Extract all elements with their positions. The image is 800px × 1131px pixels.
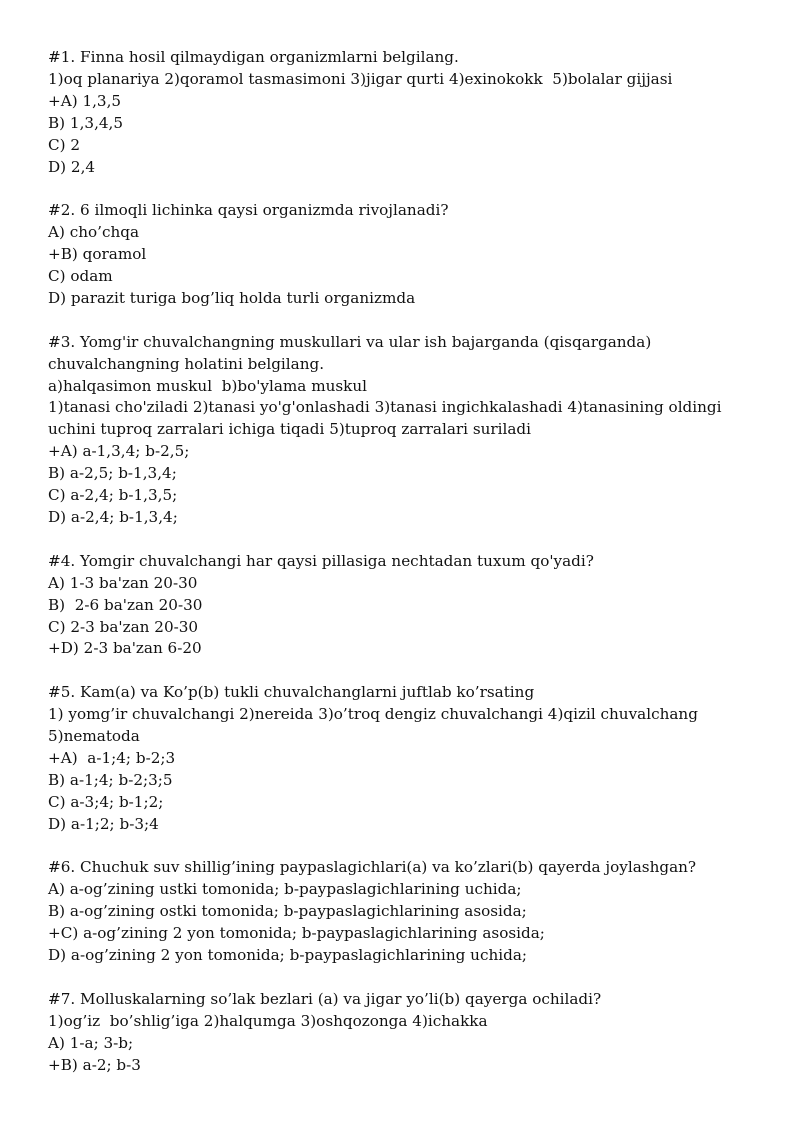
answer-d: D) 2,4 [48, 157, 96, 176]
answer-b: +B) qoramol [48, 245, 147, 264]
question-7 [48, 989, 778, 1077]
answer-a: A) 1-3 ba'zan 20-30 [48, 573, 198, 592]
question-options-list: 1)og’iz bo’shlig’iga 2)halqumga 3)oshqozonga 4)ichakka [48, 1011, 488, 1030]
answer-b: B) a-2,5; b-1,3,4; [48, 464, 177, 483]
answer-d: D) a-2,4; b-1,3,4; [48, 508, 178, 526]
question-options-list: a)halqasimon muskul b)bo'ylama muskul [48, 376, 368, 395]
answer-b: B) a-og’zining ostki tomonida; b-paypaslagichlarining asosida; [48, 902, 527, 921]
answer-c: C) a-2,4; b-1,3,5; [48, 486, 178, 505]
question-text: #6. Chuchuk suv shillig’ining paypaslagichlari(a) va ko’zlari(b) qayerda joylashgan? [48, 858, 697, 877]
answer-a: A) a-og’zining ustki tomonida; b-paypaslagichlarining uchida; [48, 880, 522, 899]
answer-c: C) 2-3 ba'zan 20-30 [48, 617, 199, 636]
question-text: #1. Finna hosil qilmaydigan organizmlarni belgilang. [48, 48, 459, 66]
question-options-list: 1) yomg’ir chuvalchangi 2)nereida 3)o’troq dengiz chuvalchangi 4)qizil chuvalchang [48, 705, 698, 724]
question-text: #3. Yomg'ir chuvalchangning muskullari va ular ish bajarganda (qisqarganda) [48, 332, 652, 351]
document-page [48, 47, 778, 1098]
question-text: #2. 6 ilmoqli lichinka qaysi organizmda rivojlanadi? [48, 201, 449, 220]
answer-b: B) 2-6 ba'zan 20-30 [48, 595, 203, 614]
question-options-list: 1)tanasi cho'ziladi 2)tanasi yo'g'onlashadi 3)tanasi ingichkalashadi 4)tanasining oldingi [48, 398, 722, 417]
answer-d: +D) 2-3 ba'zan 6-20 [48, 639, 202, 658]
answer-b: B) a-1;4; b-2;3;5 [48, 770, 173, 789]
answer-a: A) 1-a; 3-b; [48, 1033, 134, 1052]
question-6 [48, 857, 778, 967]
answer-c: +C) a-og’zining 2 yon tomonida; b-paypaslagichlarining asosida; [48, 924, 545, 943]
answer-a: +A) a-1;4; b-2;3 [48, 748, 176, 767]
question-1 [48, 47, 778, 178]
answer-d: D) a-og’zining 2 yon tomonida; b-paypaslagichlarining uchida; [48, 946, 527, 965]
answer-c: C) a-3;4; b-1;2; [48, 792, 164, 811]
answer-d: D) a-1;2; b-3;4 [48, 814, 159, 833]
question-3 [48, 332, 778, 529]
question-text: #5. Kam(a) va Ko’p(b) tukli chuvalchanglarni juftlab ko’rsating [48, 683, 535, 702]
answer-a: +A) a-1,3,4; b-2,5; [48, 442, 190, 461]
question-options-list: 1)oq planariya 2)qoramol tasmasimoni 3)jigar qurti 4)exinokokk 5)bolalar gijjasi [48, 69, 673, 88]
question-text-continued: chuvalchangning holatini belgilang. [48, 354, 325, 373]
question-2 [48, 200, 778, 310]
answer-b: B) 1,3,4,5 [48, 113, 124, 132]
question-options-list-continued: 5)nematoda [48, 727, 140, 746]
answer-b: +B) a-2; b-3 [48, 1055, 141, 1074]
question-text: #4. Yomgir chuvalchangi har qaysi pillasiga nechtadan tuxum qo'yadi? [48, 551, 594, 570]
question-options-list-continued: uchini tuproq zarralari ichiga tiqadi 5)tuproq zarralari suriladi [48, 420, 532, 439]
answer-a: A) cho’chqa [48, 223, 140, 242]
question-5 [48, 682, 778, 835]
answer-c: C) odam [48, 267, 113, 286]
answer-c: C) 2 [48, 135, 81, 154]
question-4 [48, 551, 778, 661]
answer-d: D) parazit turiga bog’liq holda turli organizmda [48, 288, 416, 307]
question-text: #7. Molluskalarning so’lak bezlari (a) va jigar yo’li(b) qayerga ochiladi? [48, 989, 602, 1008]
answer-a: +A) 1,3,5 [48, 91, 122, 110]
